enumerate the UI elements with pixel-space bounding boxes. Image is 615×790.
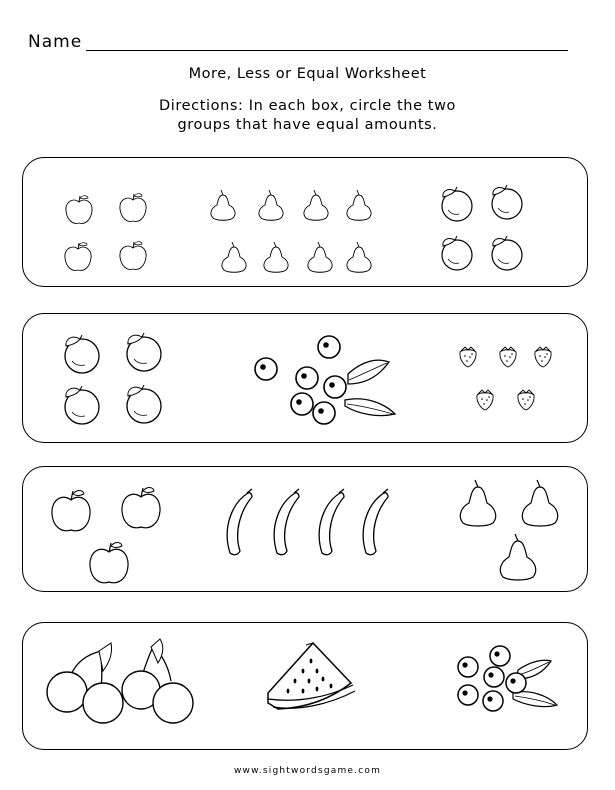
group-watermelon[interactable] <box>268 643 355 709</box>
blueberry-icon <box>291 393 313 415</box>
blueberry-icon <box>458 657 478 677</box>
strawberry-icon <box>460 347 476 367</box>
apple-icon <box>52 491 90 531</box>
orange-icon <box>492 236 522 270</box>
strawberry-icon <box>500 347 516 367</box>
pear-icon <box>347 242 371 272</box>
group-blueberries[interactable] <box>255 336 395 424</box>
box-3 <box>22 466 588 592</box>
pear-icon <box>259 190 283 220</box>
group-oranges[interactable] <box>442 185 522 270</box>
apple-icon <box>90 543 128 583</box>
group-apples[interactable] <box>52 488 160 583</box>
blueberry-icon <box>318 336 340 358</box>
orange-icon <box>442 236 472 270</box>
group-strawberries[interactable] <box>460 347 551 410</box>
orange-icon <box>127 385 161 423</box>
group-pears[interactable] <box>211 190 371 272</box>
pear-icon <box>304 190 328 220</box>
pear-icon <box>522 480 557 526</box>
orange-icon <box>442 187 472 221</box>
box-1-art <box>23 158 589 288</box>
blueberry-icon <box>255 358 277 380</box>
box-3-art <box>23 467 589 593</box>
directions <box>0 97 615 135</box>
blueberry-icon <box>324 376 346 398</box>
pear-icon <box>222 242 246 272</box>
orange-icon <box>492 185 522 219</box>
group-oranges[interactable] <box>65 333 161 424</box>
pear-icon <box>211 190 235 220</box>
strawberry-icon <box>477 390 493 410</box>
pear-icon <box>308 242 332 272</box>
blueberry-icon <box>484 667 504 687</box>
cherry-icon <box>83 683 123 723</box>
banana-icon <box>319 489 344 555</box>
box-1 <box>22 157 588 287</box>
name-line[interactable] <box>86 50 568 51</box>
banana-icon <box>363 489 388 555</box>
apple-icon <box>65 243 91 271</box>
strawberry-icon <box>535 347 551 367</box>
blueberry-icon <box>483 691 503 711</box>
strawberry-icon <box>518 390 534 410</box>
group-cherries[interactable] <box>47 639 193 723</box>
pear-icon <box>347 190 371 220</box>
box-2 <box>22 313 588 443</box>
watermelon-icon <box>268 643 355 709</box>
name-row <box>28 32 568 54</box>
apple-icon <box>66 196 92 224</box>
directions-line-1: Directions: In each box, circle the two <box>158 98 457 114</box>
blueberry-icon <box>313 402 335 424</box>
pear-icon <box>264 242 288 272</box>
blueberry-icon <box>490 646 510 666</box>
pear-icon <box>500 534 535 580</box>
box-4-art <box>23 623 589 751</box>
banana-icon <box>227 489 252 555</box>
worksheet-title: More, Less or Equal Worksheet <box>188 66 427 82</box>
orange-icon <box>127 333 161 371</box>
blueberry-icon <box>506 673 526 693</box>
banana-icon <box>274 489 299 555</box>
group-pears[interactable] <box>460 480 557 580</box>
group-apples[interactable] <box>65 194 146 271</box>
name-label: Name <box>28 32 83 52</box>
group-blueberries[interactable] <box>458 646 557 711</box>
cherry-icon <box>47 672 87 712</box>
orange-icon <box>65 386 99 424</box>
apple-icon <box>120 242 146 270</box>
blueberry-icon <box>458 685 478 705</box>
pear-icon <box>460 480 495 526</box>
box-2-art <box>23 314 589 444</box>
box-4 <box>22 622 588 750</box>
cherry-icon <box>153 683 193 723</box>
group-bananas[interactable] <box>227 489 388 555</box>
footer-url: www.sightwordsgame.com <box>233 766 382 776</box>
apple-icon <box>120 194 146 222</box>
orange-icon <box>65 335 99 373</box>
blueberry-icon <box>296 367 318 389</box>
directions-line-2: groups that have equal amounts. <box>177 117 438 133</box>
apple-icon <box>122 488 160 528</box>
